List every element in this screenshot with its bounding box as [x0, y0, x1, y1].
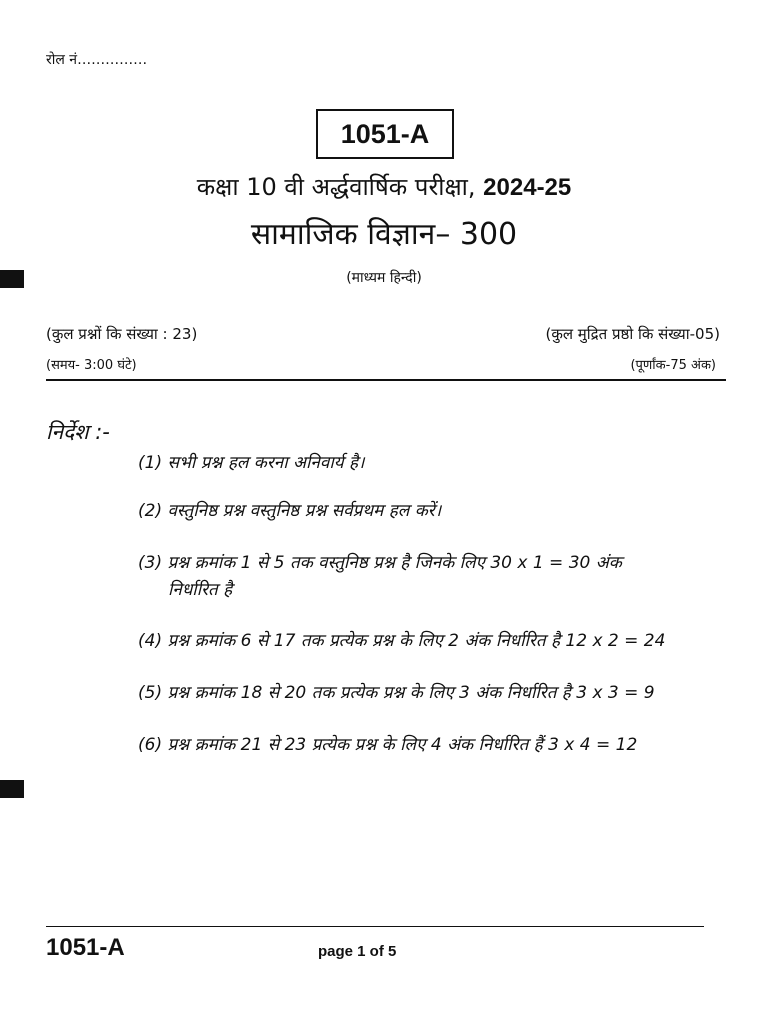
- instruction-5-text: (5) प्रश्न क्रमांक 18 से 20 तक प्रत्येक प्रश्न के लिए 3 अंक निर्धारित है 3 x 3 = 9: [138, 683, 655, 703]
- header-divider: [46, 379, 726, 381]
- total-pages: (कुल मुद्रित प्रष्ठो कि संख्या-05): [545, 325, 720, 343]
- instruction-3-text: (3) प्रश्न क्रमांक 1 से 5 तक वस्तुनिष्ठ प्रश्न है जिनके लिए 30 x 1 = 30 अंक: [138, 553, 622, 573]
- instruction-2: [138, 498, 728, 525]
- instruction-2-text: (2) वस्तुनिष्ठ प्रश्न वस्तुनिष्ठ प्रश्न सर्वप्रथम हल करें।: [138, 501, 442, 521]
- paper-code: 1051-A: [340, 118, 430, 149]
- instruction-3: [138, 550, 728, 604]
- medium-label: (माध्यम हिन्दी): [346, 270, 422, 286]
- exam-title: [0, 170, 768, 203]
- instruction-3-text-cont: निर्धारित है: [168, 580, 233, 600]
- roll-number: रोल नं……………: [46, 52, 148, 68]
- instruction-4-text: (4) प्रश्न क्रमांक 6 से 17 तक प्रत्येक प्रश्न के लिए 2 अंक निर्धारित है 12 x 2 = 24: [138, 631, 666, 651]
- exam-time: (समय- 3:00 घंटे): [46, 358, 137, 373]
- footer-page-number: page 1 of 5: [318, 943, 397, 960]
- subject-title: सामाजिक विज्ञान– 300: [250, 217, 518, 252]
- margin-marker-top: [0, 270, 24, 288]
- footer-paper-code: 1051-A: [46, 934, 125, 961]
- instruction-5: [138, 680, 728, 707]
- max-marks: (पूर्णांक-75 अंक): [630, 358, 716, 373]
- paper-code-box: [316, 109, 454, 159]
- directions-heading: निर्देश :-: [46, 420, 110, 444]
- instruction-4: [138, 628, 728, 655]
- exam-year: 2024-25: [483, 174, 572, 201]
- instruction-6-text: (6) प्रश्न क्रमांक 21 से 23 प्रत्येक प्रश्न के लिए 4 अंक निर्धारित हैं 3 x 4 = 12: [138, 735, 638, 755]
- instruction-1: [138, 450, 728, 477]
- instruction-1-text: (1) सभी प्रश्न हल करना अनिवार्य है।: [138, 453, 365, 473]
- exam-title-text: कक्षा 10 वी अर्द्धवार्षिक परीक्षा,: [196, 173, 476, 201]
- instruction-6: [138, 732, 728, 759]
- margin-marker-bottom: [0, 780, 24, 798]
- total-questions: (कुल प्रश्नों कि संख्या : 23): [46, 325, 198, 343]
- footer-divider: [46, 926, 704, 927]
